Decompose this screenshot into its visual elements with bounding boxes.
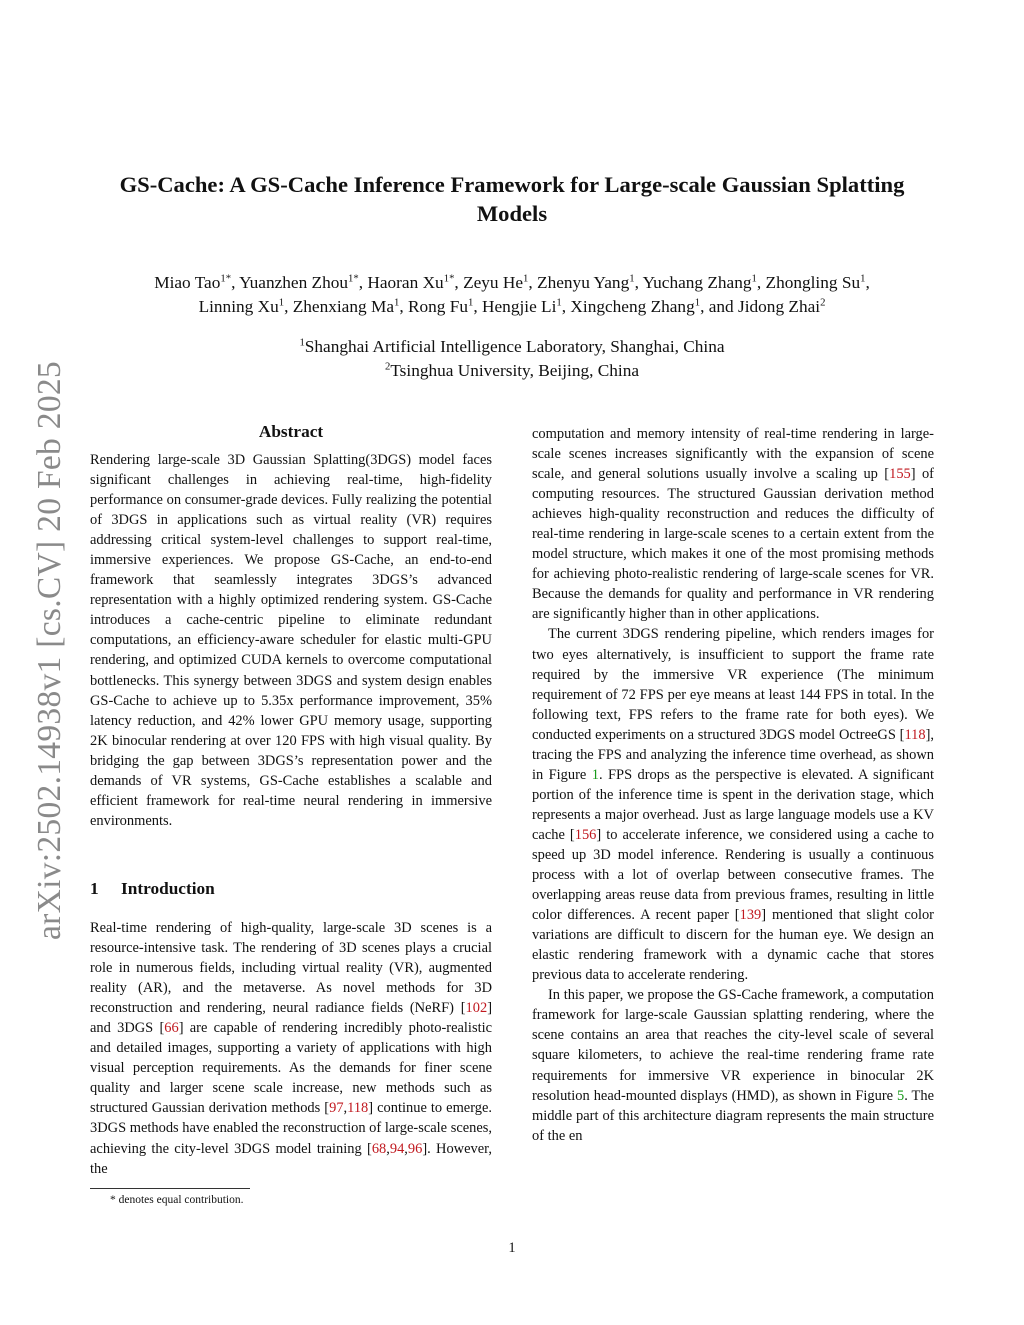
footnote-equal-contribution: * denotes equal contribution. xyxy=(110,1194,244,1206)
abstract-heading: Abstract xyxy=(258,422,324,441)
author-affiliation-mark: 1 xyxy=(751,272,757,285)
author-name: Rong Fu xyxy=(408,297,469,316)
citation-link[interactable]: 155 xyxy=(889,466,911,483)
author-name: Zeyu He xyxy=(463,273,524,292)
citation-link[interactable]: 118 xyxy=(904,726,926,743)
author-affiliation-mark: 1 xyxy=(468,296,474,309)
author-name: Zhenyu Yang xyxy=(537,273,630,292)
figure-reference-link[interactable]: 5 xyxy=(897,1087,905,1104)
author-affiliation-mark: 1 xyxy=(394,296,400,309)
citation-link[interactable]: 156 xyxy=(574,826,597,843)
abstract-body xyxy=(90,450,492,831)
author-name: Xingcheng Zhang xyxy=(570,297,695,316)
author-affiliation-mark: 1* xyxy=(220,272,232,285)
citation-link[interactable]: 68 xyxy=(371,1140,387,1157)
author-name: Yuchang Zhang xyxy=(642,273,752,292)
author-affiliation-mark: 1 xyxy=(523,272,529,285)
author-affiliation-mark: 1* xyxy=(348,272,359,285)
intro-paragraph-2: The current 3DGS rendering pipeline, which renders images for two eyes alternatively, is insufficient to support the frame rate required by the immersive VR experience (The minimum requirement of 72 FPS per eye means at least 144 FPS in total. In the following text, FPS refers to the frame rate for both eyes). We conducted experiments on a structured 3DGS model OctreeGS [118], tracing the FPS and analyzing the inference time overhead, as shown in Figure 1. FPS drops as the perspective is elevated. A significant portion of the inference time is spent in the derivation stage, which represents a major overhead. Just as large language models use a KV cache [156] to accelerate inference, we considered using a cache to speed up 3D model inference. Rendering is usually a continuous process with a lot of overlap between consecutive frames. The overlapping areas reuse data from previous frames, resulting in little color differences. A recent paper [139] mentioned that slight color variations are difficult to discern for the human eye. We design an elastic rendering framework with a dynamic cache that stores previous data to accelerate rendering. xyxy=(532,626,934,984)
paper-title-line-1: GS-Cache: A GS-Cache Inference Framework for Large-scale Gaussian Splatting xyxy=(119,172,905,197)
affiliation-2: Tsinghua University, Beijing, China xyxy=(390,361,640,380)
citation-link[interactable]: 139 xyxy=(739,907,762,924)
affiliation-list: $^1$Shanghai Artificial Intelligence Laboratory, Shanghai, China $^2$Tsinghua University, Beijing, China xyxy=(299,336,725,380)
citation-link[interactable]: 66 xyxy=(164,1020,179,1037)
author-name: Zhenxiang Ma xyxy=(292,297,394,316)
author-affiliation-mark: 1 xyxy=(278,296,285,309)
arxiv-identifier-stamp: arXiv:2502.14938v1 [cs.CV] 20 Feb 2025 xyxy=(31,361,68,940)
footnote-divider xyxy=(90,1188,250,1189)
figure-reference-link[interactable]: 1 xyxy=(591,766,599,783)
author-name: Jidong Zhai xyxy=(738,297,821,316)
author-name: Linning Xu xyxy=(198,297,279,316)
author-name: Haoran Xu xyxy=(367,273,444,292)
author-affiliation-mark: 2 xyxy=(820,296,826,309)
affiliation-1: Shanghai Artificial Intelligence Laboratory, Shanghai, China xyxy=(304,337,725,356)
citation-link[interactable]: 94 xyxy=(389,1140,405,1157)
abstract-paragraph: Rendering large-scale 3D Gaussian Splatting(3DGS) model faces significant challenges in achieving real-time, high-fidelity performance on consumer-grade devices. Fully realizing the potential of 3DGS in applications such as virtual reality (VR) requires addressing critical system-level challenges to support real-time, immersive experiences. We propose GS-Cache, an end-to-end framework that seamlessly integrates 3DGS’s advanced representation with a highly optimized rendering system. GS-Cache introduces a cache-centric pipeline to eliminate redundant computations, an efficiency-aware scheduler for elastic multi-GPU rendering, and optimized CUDA kernels to overcome computational bottlenecks. This synergy between 3DGS and system design enables GS-Cache to achieve up to 5.35x performance improvement, 35% latency reduction, and 42% lower GPU memory usage, supporting 2K binocular rendering at over 120 FPS with high visual quality. By bridging the gap between 3DGS’s representation power and the demands of VR systems, GS-Cache establishes a scalable and efficient framework for real-time neural rendering in immersive environments. xyxy=(90,452,492,829)
citation-link[interactable]: 96 xyxy=(407,1140,423,1157)
paper-title xyxy=(80,170,944,228)
author-affiliation-mark: 1 xyxy=(556,296,562,309)
intro-paragraph-3: In this paper, we propose the GS-Cache framework, a computation framework for large-scale Gaussian splatting rendering, where the scene contains an area that reaches the city-level scale of several square kilometers, to achieve the real-time rendering frame rate requirements for immersive VR experience in binocular 2K resolution head-mounted displays (HMD), as shown in Figure 5. The middle part of this architecture diagram represents the main structure of the en xyxy=(532,987,935,1144)
citation-link[interactable]: 118 xyxy=(347,1100,369,1117)
author-name: Yuanzhen Zhou xyxy=(239,273,349,292)
section-heading-introduction xyxy=(90,878,215,900)
author-affiliation-mark: 1* xyxy=(443,272,455,285)
author-affiliation-mark: 1 xyxy=(860,272,866,285)
author-affiliation-mark: 1 xyxy=(629,272,635,285)
intro-body-right xyxy=(532,424,934,1146)
intro-paragraph-1-continued: computation and memory intensity of real-time rendering in large-scale scenes increases significantly with the expansion of scene scale, and general solutions usually involve a scaling up [155] of computing resources. The structured Gaussian derivation method achieves high-quality reconstruction and reduces the difficulty of real-time rendering in large-scale scenes to a certain extent from the model structure, which makes it one of the most promising methods for achieving photo-realistic rendering of large-scale scenes for VR. Because the demands for quality and performance in VR rendering are significantly higher than in other applications. xyxy=(532,426,934,623)
citation-link[interactable]: 97 xyxy=(329,1100,344,1117)
paper-title-line-2: Models xyxy=(476,201,548,226)
author-list: Miao Tao$^{1*}$, Yuanzhen Zhou$^{1*}$, Haoran $Xu^{1*}$, Zeyu He$^1$, Zhenyu Yang$^1$, Yuchang Zhang$^1$, Zhongling Su$^1$, Linning Xu$^1$, Zhenxiang Ma$^1$, Rong Fu$^1$, Hengjie Li$^1$, Xingcheng Zhang$^1$, and Jidong Zhai$^2$ xyxy=(154,272,870,316)
intro-paragraph-1: Real-time rendering of high-quality, large-scale 3D scenes is a resource-intensive task. The rendering of 3D scenes plays a crucial role in numerous fields, including virtual reality (VR), augmented reality (AR), and the metaverse. As novel methods for 3D reconstruction and rendering, neural radiance fields (NeRF) [102] and 3DGS [66] are capable of rendering incredibly photo-realistic and detailed images, supporting a variety of applications with high visual perception requirements. As the demands for finer scene quality and larger scene scale increase, new methods such as structured Gaussian derivation methods [97,118] continue to emerge. 3DGS methods have enabled the reconstruction of large-scale scenes, achieving the city-level 3DGS model training [68,94,96]. However, the xyxy=(90,920,492,1177)
section-title: Introduction xyxy=(121,879,215,898)
author-affiliation-mark: 1 xyxy=(694,296,701,309)
author-name: Hengjie Li xyxy=(482,297,557,316)
section-number: 1 xyxy=(90,879,99,898)
author-name: Zhongling Su xyxy=(765,273,861,292)
intro-body-left xyxy=(90,918,492,1179)
citation-link[interactable]: 102 xyxy=(465,1000,488,1017)
author-name: Miao Tao xyxy=(154,273,221,292)
page-number: 1 xyxy=(508,1240,516,1256)
